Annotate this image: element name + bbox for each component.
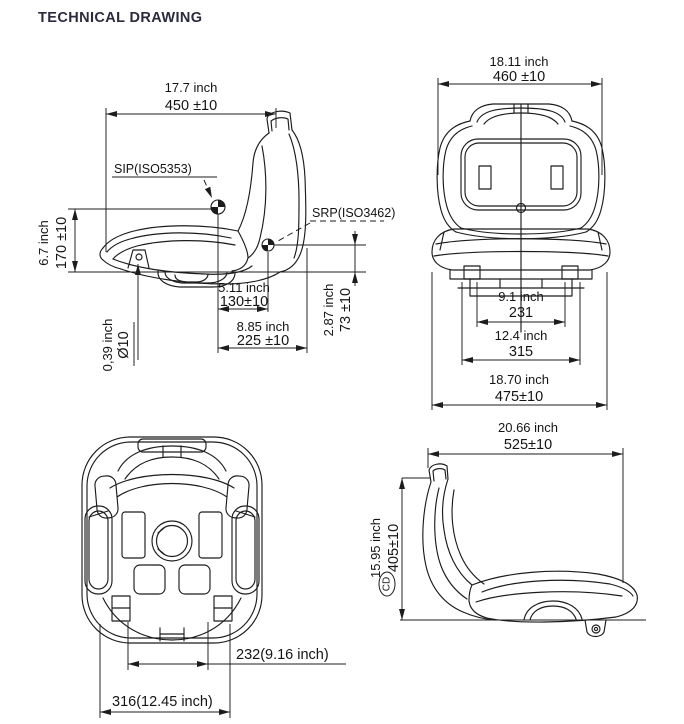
dim-back-mid-mm: 315 [508, 344, 534, 360]
dim-profile-height-inch: 15.95 inch [368, 518, 383, 578]
dim-srp-height-mm: 73 ±10 [338, 287, 354, 333]
view-back [432, 54, 610, 410]
dim-side-height-inch: 6.7 inch [36, 220, 51, 266]
dim-back-overall-inch: 18.70 inch [489, 372, 549, 387]
dim-side-width-mm: 450 ±10 [164, 98, 218, 114]
dim-profile-height-mm: 405±10 [386, 523, 402, 573]
dim-back-width-inch: 18.11 inch [489, 54, 549, 69]
dim-back-inner-mm: 231 [508, 305, 534, 321]
cd-datum-label: CD [381, 576, 393, 592]
view-profile [368, 420, 646, 637]
dim-side-depth-mm: 225 ±10 [236, 333, 290, 349]
seat-bottom-line-art [82, 437, 262, 643]
dim-sip-srp-mm: 130±10 [219, 294, 269, 310]
srp-datum-point [262, 239, 274, 251]
dim-hole-inch: 0,39 inch [100, 318, 115, 372]
sip-label: SIP(ISO5353) [114, 162, 192, 176]
dim-back-width-mm: 460 ±10 [492, 69, 546, 85]
dim-back-inner-inch: 9.1 inch [498, 289, 544, 304]
back-dimension-lines [432, 78, 607, 410]
dim-bottom-narrow: 232(9.16 inch) [236, 647, 329, 663]
dim-sip-srp-inch: 5.11 inch [218, 280, 270, 295]
view-side [36, 80, 395, 371]
view-bottom [82, 437, 346, 718]
dim-profile-length-inch: 20.66 inch [498, 420, 558, 435]
dim-side-height-mm: 170 ±10 [54, 216, 70, 270]
page-title: TECHNICAL DRAWING [38, 10, 203, 26]
dim-back-overall-mm: 475±10 [494, 389, 544, 405]
seat-side-line-art [100, 111, 306, 287]
dim-srp-height-inch: 2.87 inch [321, 283, 336, 337]
dim-side-width-inch: 17.7 inch [164, 80, 218, 95]
dim-back-mid-inch: 12.4 inch [494, 328, 548, 343]
srp-label: SRP(ISO3462) [312, 206, 396, 220]
dim-hole-mm: Ø10 [116, 331, 132, 359]
dim-bottom-wide: 316(12.45 inch) [112, 694, 213, 710]
dim-profile-length-mm: 525±10 [503, 437, 553, 453]
dim-side-depth-inch: 8.85 inch [236, 319, 290, 334]
sip-datum-point [211, 200, 225, 214]
seat-profile-line-art [423, 464, 638, 637]
